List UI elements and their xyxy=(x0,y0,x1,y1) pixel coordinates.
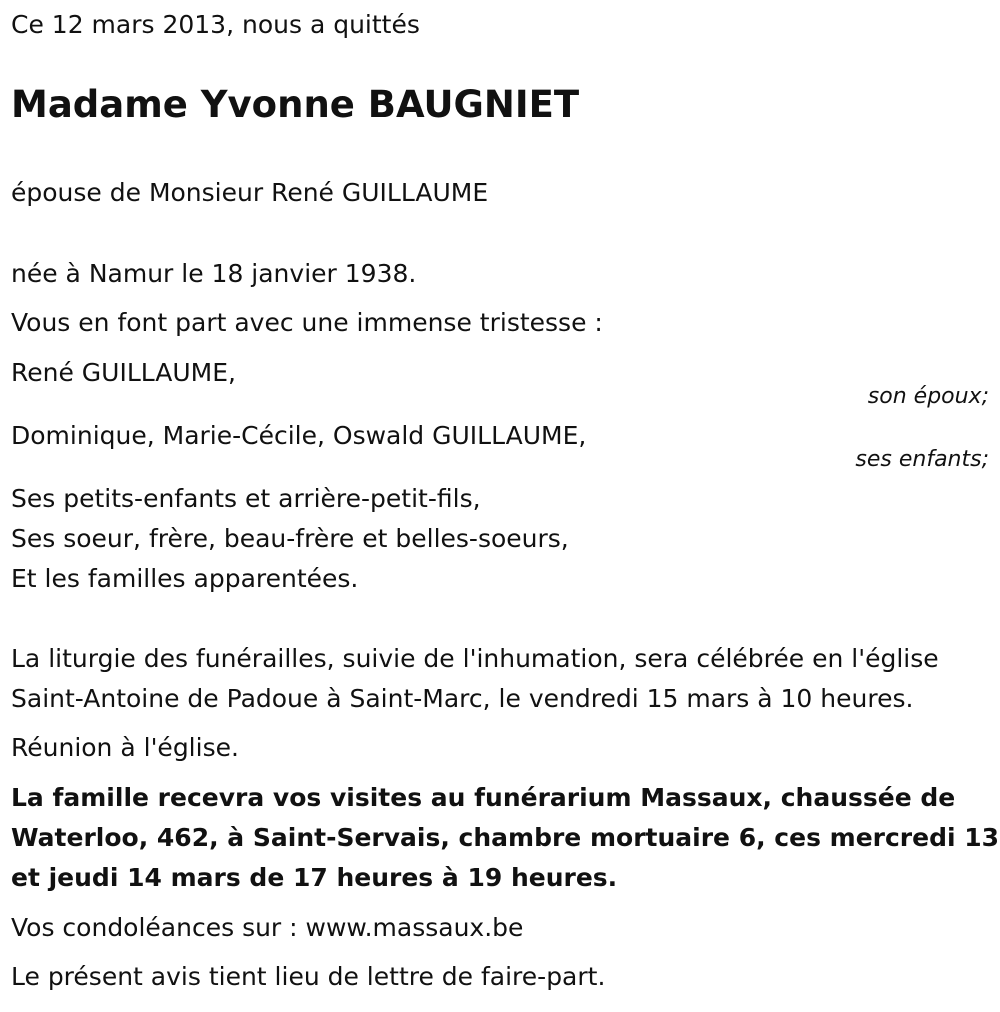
meeting-line: Réunion à l'église. xyxy=(11,733,239,762)
closing-line: Le présent avis tient lieu de lettre de faire-part. xyxy=(11,962,606,991)
spouse-line: épouse de Monsieur René GUILLAUME xyxy=(11,178,489,207)
liturgy-line-2: Saint-Antoine de Padoue à Saint-Marc, le vendredi 15 mars à 10 heures. xyxy=(11,684,914,713)
spouse-role: son époux; xyxy=(867,384,989,409)
visit-line-3: et jeudi 14 mars de 17 heures à 19 heures. xyxy=(11,863,618,892)
liturgy-line-1: La liturgie des funérailles, suivie de l'inhumation, sera célébrée en l'église xyxy=(11,644,939,673)
visit-line-1: La famille recevra vos visites au funérarium Massaux, chaussée de xyxy=(11,783,956,812)
deceased-name: Madame Yvonne BAUGNIET xyxy=(11,83,580,126)
children-names: Dominique, Marie-Cécile, Oswald GUILLAUME, xyxy=(11,421,587,450)
condolences-line: Vos condoléances sur : www.massaux.be xyxy=(11,913,524,942)
date-line: Ce 12 mars 2013, nous a quittés xyxy=(11,10,420,39)
family-line-relatives: Et les familles apparentées. xyxy=(11,564,359,593)
family-line-siblings: Ses soeur, frère, beau-frère et belles-soeurs, xyxy=(11,524,569,553)
intro-line: Vous en font part avec une immense tristesse : xyxy=(11,308,603,337)
visit-line-2: Waterloo, 462, à Saint-Servais, chambre mortuaire 6, ces mercredi 13 xyxy=(11,823,1000,852)
children-role: ses enfants; xyxy=(855,447,989,472)
spouse-name: René GUILLAUME, xyxy=(11,358,236,387)
family-line-grandchildren: Ses petits-enfants et arrière-petit-fils, xyxy=(11,484,481,513)
birth-line: née à Namur le 18 janvier 1938. xyxy=(11,259,417,288)
